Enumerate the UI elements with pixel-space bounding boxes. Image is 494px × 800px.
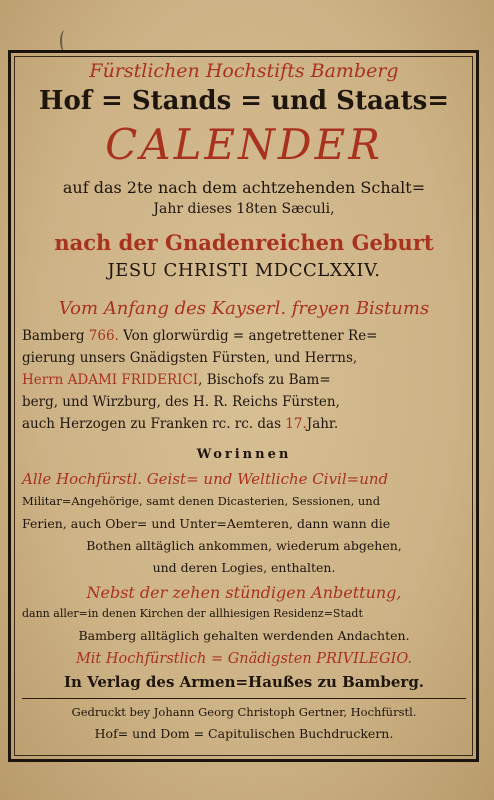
line-09 bbox=[22, 330, 466, 344]
line-14-worinnen: Worinnen bbox=[196, 447, 292, 462]
line-11 bbox=[22, 374, 466, 388]
year-766: 766. bbox=[88, 328, 119, 344]
line-13 bbox=[22, 418, 466, 432]
line-09-start: Bamberg bbox=[22, 328, 89, 344]
line-19: und deren Logies, enthalten. bbox=[152, 560, 336, 575]
line-04: auf das 2te nach dem achtzehenden Schalt= bbox=[62, 178, 426, 197]
etc-abbrev: rc. rc. bbox=[212, 416, 254, 432]
margin-mark bbox=[60, 30, 70, 52]
prince-name: Herrn ADAMI FRIDERICI bbox=[22, 372, 199, 388]
line-20: Nebst der zehen stündigen Anbettung, bbox=[86, 583, 402, 602]
line-03-calender: CALENDER bbox=[105, 120, 383, 169]
line-12: berg, und Wirzburg, des H. R. Reichs Fürsten, bbox=[22, 394, 340, 410]
line-02: Hof = Stands = und Staats= bbox=[38, 86, 450, 116]
line-05: Jahr dieses 18ten Sæculi, bbox=[153, 201, 335, 217]
line-13-end: Jahr. bbox=[306, 416, 339, 432]
line-06: nach der Gnadenreichen Geburt bbox=[54, 230, 434, 255]
line-21: dann aller=in denen Kirchen der allhiesigen Residenz=Stadt bbox=[22, 607, 363, 620]
line-13-das: das bbox=[253, 416, 286, 432]
line-07: JESU CHRISTI MDCCLXXIV. bbox=[107, 260, 381, 281]
line-09-end: Von glorwürdig = angetrettener Re= bbox=[118, 328, 378, 344]
line-22: Bamberg alltäglich gehalten werdenden Andachten. bbox=[78, 628, 410, 643]
line-25-printer: Gedruckt bey Johann Georg Christoph Gertner, Hochfürstl. bbox=[71, 705, 417, 719]
line-24-verlag: In Verlag des Armen=Haußes zu Bamberg. bbox=[63, 673, 425, 691]
line-08: Vom Anfang des Kayserl. freyen Bistums bbox=[58, 298, 430, 319]
line-13-start: auch Herzogen zu Franken bbox=[22, 416, 213, 432]
line-15: Alle Hochfürstl. Geist= und Weltliche Civil=und bbox=[22, 470, 389, 488]
line-01: Fürstlichen Hochstifts Bamberg bbox=[89, 60, 399, 82]
imprint-rule bbox=[22, 698, 466, 699]
line-11-end: , Bischofs zu Bam= bbox=[198, 372, 331, 388]
line-17: Ferien, auch Ober= und Unter=Aemteren, dann wann die bbox=[22, 516, 391, 531]
line-10: gierung unsers Gnädigsten Fürsten, und Herrns, bbox=[22, 350, 358, 366]
line-23-privilegio: Mit Hochfürstlich = Gnädigsten PRIVILEGIO. bbox=[75, 651, 413, 667]
line-18: Bothen alltäglich ankommen, wiederum abgehen, bbox=[86, 538, 402, 553]
year-17: 17. bbox=[285, 416, 307, 432]
line-26-printer: Hof= und Dom = Capitulischen Buchdruckern. bbox=[94, 726, 394, 741]
line-16: Militar=Angehörige, samt denen Dicasterien, Sessionen, und bbox=[22, 494, 381, 508]
